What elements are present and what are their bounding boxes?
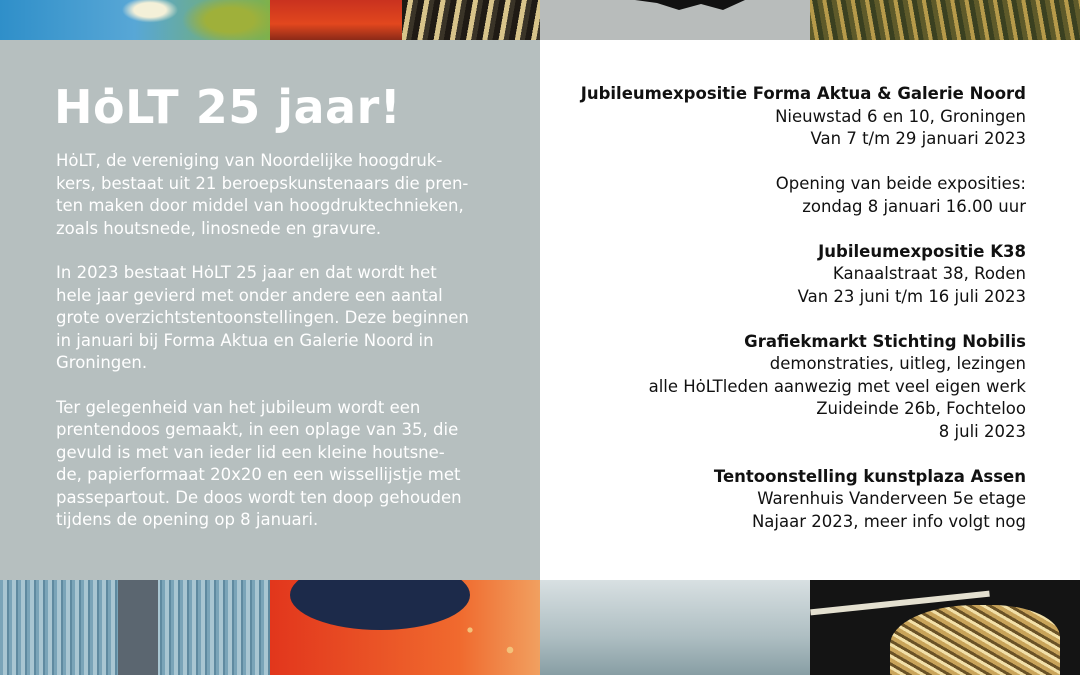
- page-title: HȯLT 25 jaar!: [54, 80, 402, 134]
- artwork-red: [270, 0, 402, 40]
- intro-line: Ter gelegenheid van het jubileum wordt een: [56, 397, 421, 417]
- intro-line: gevuld is met van ieder lid een kleine houtsne-: [56, 442, 445, 462]
- intro-line: In 2023 bestaat HȯLT 25 jaar en dat wordt het: [56, 263, 437, 282]
- event-detail: zondag 8 januari 16.00 uur: [802, 196, 1026, 216]
- event-detail: Zuideinde 26b, Fochteloo: [816, 399, 1026, 418]
- artwork-woodgrain: [402, 0, 540, 40]
- intro-panel: [0, 40, 540, 580]
- artwork-landscape: [810, 0, 1080, 40]
- artwork-blue-texture: [0, 580, 270, 675]
- intro-line: tijdens de opening op 8 januari.: [56, 510, 319, 529]
- event-title: Jubileumexpositie Forma Aktua & Galerie Noord: [580, 84, 1026, 103]
- event-title: Jubileumexpositie K38: [818, 241, 1026, 261]
- intro-line: prentendoos gemaakt, in een oplage van 35, die: [56, 420, 459, 439]
- event-item: [556, 241, 1026, 309]
- intro-line: Groningen.: [56, 353, 148, 372]
- event-detail: demonstraties, uitleg, lezingen: [769, 354, 1026, 373]
- intro-paragraph: [56, 397, 496, 532]
- intro-line: passepartout. De doos wordt ten doop gehouden: [56, 487, 462, 507]
- intro-line: in januari bij Forma Aktua en Galerie Noord in: [56, 330, 434, 350]
- intro-paragraph: [56, 150, 496, 240]
- intro-line: de, papierformaat 20x20 en een wissellijstje met: [56, 465, 461, 484]
- top-artwork-strip: [0, 0, 1080, 40]
- event-detail: 8 juli 2023: [938, 421, 1026, 441]
- event-detail: Najaar 2023, meer info volgt nog: [751, 511, 1026, 531]
- intro-line: hele jaar gevierd met onder andere een aantal: [56, 285, 443, 305]
- event-item: [556, 173, 1026, 218]
- artwork-bird: [810, 580, 1080, 675]
- intro-line: ten maken door middel van hoogdruktechnieken,: [56, 196, 464, 215]
- intro-paragraph: [56, 262, 496, 375]
- events-panel: [540, 40, 1080, 580]
- artwork-grey-bird: [540, 0, 810, 40]
- intro-text: [56, 150, 496, 554]
- intro-line: kers, bestaat uit 21 beroepskunstenaars die pren-: [56, 173, 469, 193]
- event-item: [556, 83, 1026, 151]
- event-item: [556, 466, 1026, 534]
- intro-line: HȯLT, de vereniging van Noordelijke hoogdruk-: [56, 151, 443, 170]
- artwork-misty: [540, 580, 810, 675]
- event-item: [556, 331, 1026, 444]
- event-detail: Opening van beide exposities:: [775, 174, 1026, 193]
- event-detail: Kanaalstraat 38, Roden: [832, 264, 1026, 283]
- event-detail: Van 23 juni t/m 16 juli 2023: [797, 286, 1026, 306]
- intro-line: zoals houtsnede, linosnede en gravure.: [56, 218, 382, 238]
- intro-line: grote overzichtstentoonstellingen. Deze beginnen: [56, 308, 469, 327]
- event-title: Tentoonstelling kunstplaza Assen: [713, 466, 1026, 486]
- bottom-artwork-strip: [0, 580, 1080, 675]
- events-list: [556, 83, 1026, 556]
- event-detail: Warenhuis Vanderveen 5e etage: [757, 489, 1026, 508]
- event-title: Grafiekmarkt Stichting Nobilis: [744, 331, 1026, 351]
- event-detail: Nieuwstad 6 en 10, Groningen: [775, 106, 1026, 126]
- event-detail: alle HȯLTleden aanwezig met veel eigen werk: [648, 376, 1026, 396]
- artwork-waterlily: [0, 0, 270, 40]
- event-detail: Van 7 t/m 29 januari 2023: [810, 129, 1026, 148]
- artwork-red-abstract: [270, 580, 540, 675]
